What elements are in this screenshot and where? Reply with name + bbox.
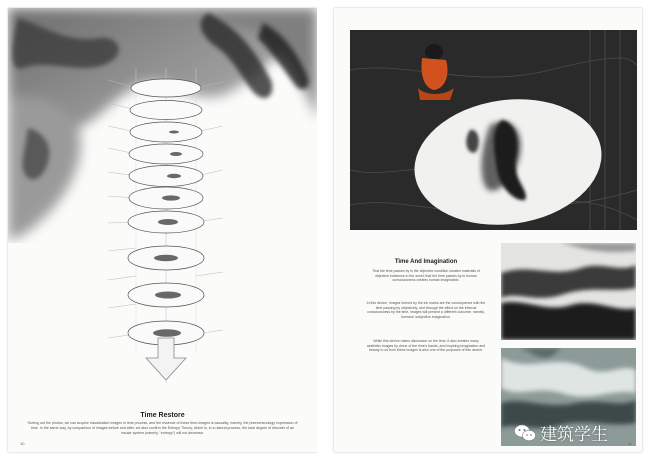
disc-5 bbox=[129, 166, 203, 187]
installation-photo-graphic bbox=[350, 30, 637, 230]
spread-gutter bbox=[317, 8, 334, 452]
page-number-right: 11 bbox=[627, 441, 632, 446]
disc-stack bbox=[128, 79, 204, 345]
section-title: Time And Imagination bbox=[394, 259, 458, 265]
installation-photo bbox=[350, 30, 637, 230]
disc-3 bbox=[130, 122, 202, 142]
disc-2 bbox=[130, 101, 202, 120]
wechat-logo-icon bbox=[514, 424, 536, 442]
watermark bbox=[514, 420, 608, 445]
right-page bbox=[334, 8, 642, 452]
time-restore-diagram bbox=[8, 8, 317, 452]
left-page bbox=[8, 8, 317, 452]
watermark-text: 建筑学生 bbox=[540, 425, 608, 445]
paragraph-2: In this device, images formed by the ink marks are the consequence with the time passing by objectively, and through the effect on the internal consciousness by the time, images will present a different outcome, namely, humans' subjective imagination. bbox=[366, 301, 486, 319]
paragraph-3: While this device raises discussion on the time, it also creates many aesthetic images by virtue of the time's hands, and inspiring imagination and beauty to us from these images is also one of the purposes of this device. bbox=[366, 339, 486, 353]
caption-title: Time Restore bbox=[140, 412, 185, 419]
disc-1 bbox=[131, 79, 201, 97]
page-number-left: 10 bbox=[20, 441, 25, 446]
caption-body: Sorting out the photos, we can acquire visualization images in time process, and the essence of these time-images is causality, namely, the phenomenology expression of time. In the same way, by comparison of images before and after, we also confirm the Entropy Theory, which is, in a natural process, the total degree of disorder of an insular system (namely, "entropy") will not decrease. bbox=[27, 421, 298, 435]
ink-landscape-photo-1 bbox=[501, 243, 636, 340]
disc-4 bbox=[129, 144, 203, 164]
paragraph-1: That the time passes by is the objective condition creates materials of objective existence in the world; that the time passes by in human consciousness creates human imagination. bbox=[372, 269, 480, 283]
